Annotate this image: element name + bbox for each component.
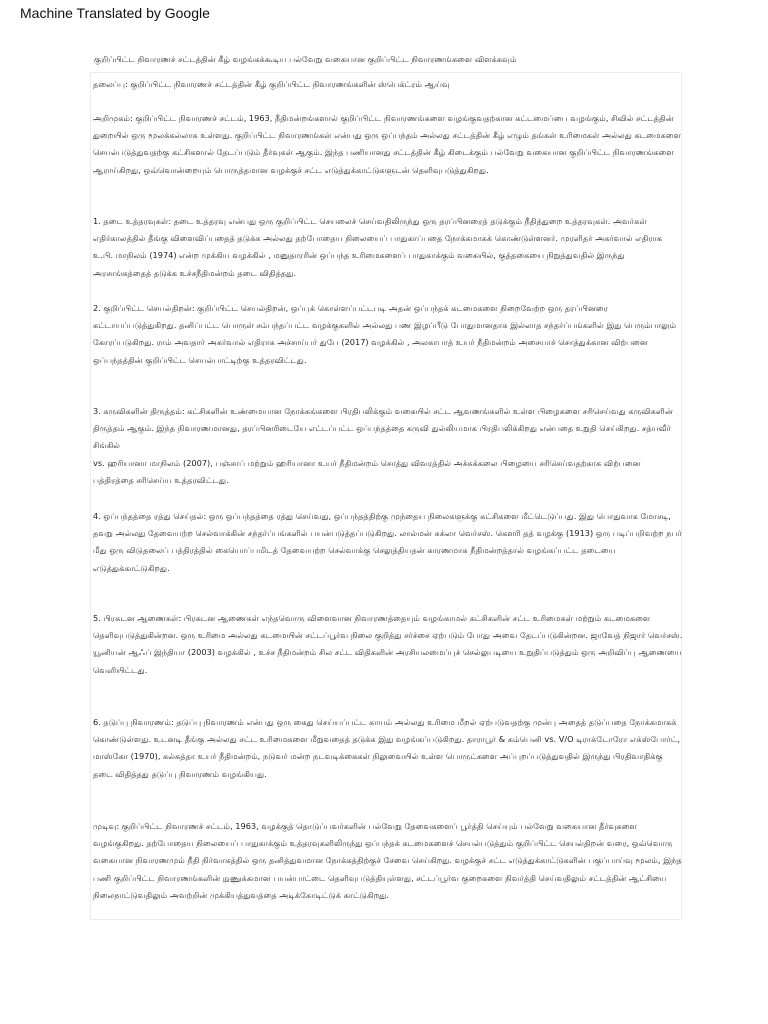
conclusion-paragraph: [93, 818, 683, 904]
conclusion-text: முடிவு: குறிப்பிட்ட நிவாரணச் சட்டம், 1963, வழக்குத் தொடுப்பவர்களின் பல்வேறு தேவைகளைப் பூர்த்தி செய்யும் பல்வேறு வகையான தீர்வுகளை வழங்குகிறது. தற்போதைய நிலையைப் பாதுகாக்கும் உத்தரவுகளிலிருந்து ஒப்பந்தக் கடமைகளைச் செயல்படுத்தும் குறிப்பிட்ட செயல்திறன் வரை, ஒவ்வொரு வகையான நிவாரணமும் நீதி நிர்வாகத்தில் ஒரு தனித்துவமான நோக்கத்திற்குச் சேவை செய்கிறது. வழக்குச் சட்ட எடுத்துக்காட்டுகளின் பகுப்பாய்வு மூலம், இந்த பணி குறிப்பிட்ட நிவாரணங்களின் நுணுக்கமான பயன்பாட்டை தெளிவுபடுத்தியுள்ளது, சட்டப்பூர்வ குறைகளை நிவர்த்தி செய்வதிலும் சட்டத்தின் ஆட்சியை நிலைநாட்டுவதிலும் அவற்றின் முக்கியத்துவத்தை அடிக்கோடிட்டுக் காட்டுகிறது.: [93, 821, 682, 900]
essay-heading: [93, 76, 683, 93]
introduction-text: அறிமுகம்: குறிப்பிட்ட நிவாரணச் சட்டம், 1963, நீதிமன்றங்களால் குறிப்பிட்ட நிவாரணங்களை வழங்குவதற்கான கட்டமைப்பை வழங்கும், சிவில் சட்டத்தின் துறையில் ஒரு மூலக்கல்லாக உள்ளது. குறிப்பிட்ட நிவாரணங்கள் என்பது ஒரு ஒப்பந்தம் அல்லது சட்டத்தின் கீழ் எழும் தங்கள் உரிமைகள் அல்லது கடமைகளை செயல்படுத்துவதற்கு கட்சிகளால் தேடப்படும் தீர்வுகள் ஆகும். இந்த பணியானது சட்டத்தின் கீழ் கிடைக்கும் பல்வேறு வகையான குறிப்பிட்ட நிவாரணங்களை ஆராய்கிறது, ஒவ்வொன்றையும் பொருத்தமான வழக்குச் சட்ட எடுத்துக்காட்டுகளுடன் தெளிவுபடுத்துகிறது.: [93, 113, 682, 175]
section-3-continuation: vs. ஹரியானா மாநிலம் (2007), பஞ்சாப் மற்றும் ஹரியானா உயர் நீதிமன்றம் சொத்து விவரத்தில் அச்சுக்கலை பிழையை சரிசெய்வதற்காக விற்பனை பத்திரத்தை சரிசெய்ய உத்தரவிட்டது.: [93, 457, 641, 485]
heading-text: தலைப்பு: குறிப்பிட்ட நிவாரணச் சட்டத்தின் கீழ் குறிப்பிட்ட நிவாரணங்களின் ஸ்பெக்ட்ரம் ஆய்வு: [93, 79, 450, 89]
section-4-text: 4. ஒப்பந்தத்தை ரத்து செய்தல்: ஒரு ஒப்பந்தத்தை ரத்து செய்வது, ஒப்பந்தத்திற்கு முந்தைய நிலைகளுக்கு கட்சிகளை மீட்டெடுப்பது. இது பொதுவாக மோசடி, தவறு அல்லது தேவையற்ற செல்வாக்கின் சந்தர்ப்பங்களில் பயன்படுத்தப்படுகிறது. லால்மன் சுக்லா வெர்சஸ். கௌரி தத் வழக்கு (1913) ஒரு படிப்பறிவற்ற நபர் மீது ஒரு விடுதலைப் பத்திரத்தில் கையொப்பமிடத் தேவையற்ற செல்வாக்கு செலுத்தியதன் காரணமாக நீதிமன்றத்தால் வழங்கப்பட்ட தடையை எடுத்துக்காட்டுகிறது.: [93, 511, 682, 573]
introduction-paragraph: [93, 110, 683, 179]
section-5-text: 5. பிரகடன ஆணைகள்: பிரகடன ஆணைகள் எந்தவொரு விளைவான நிவாரணத்தையும் வழங்காமல் கட்சிகளின் சட்ட உரிமைகள் மற்றும் கடமைகளை தெளிவுபடுத்துகின்றன. ஒரு உரிமை அல்லது கடமையின் சட்டப்பூர்வ நிலை குறித்து சர்ச்சை ஏற்படும் போது அவை தேடப்படுகின்றன. ஜாவேத் நிஜார் வெர்சஸ். யூனியன் ஆஃப் இந்தியா (2003) வழக்கில் , உச்ச நீதிமன்றம் சில சட்ட விதிகளின் அரசியலமைப்புச் செல்லுபடியை உறுதிப்படுத்தும் ஒரு அறிவிப்பு ஆணையை வெளியிட்டது.: [93, 613, 683, 675]
section-1-text: 1. தடை உத்தரவுகள்: தடை உத்தரவு என்பது ஒரு குறிப்பிட்ட செயலைச் செய்வதிலிருந்து ஒரு தரப்பினரைத் தடுக்கும் நீதித்துறை உத்தரவுகள். அவர்கள் எதிர்காலத்தில் தீங்கு விளைவிப்பதைத் தடுக்க அல்லது தற்போதைய நிலையைப் பாதுகாப்பதை நோக்கமாகக் கொண்டுள்ளனர். முரளிதர் அகர்வால் எதிராக உ.பி. மாநிலம் (1974) என்ற முக்கிய வழக்கில் , மனுதாரரின் ஒப்பந்த உரிமைகளைப் பாதுகாக்கும் வகையில், குத்தகையை நிறுத்துவதில் இருந்து அரசாங்கத்தைத் தடுக்க உச்சநீதிமன்றம் தடை விதித்தது.: [93, 216, 663, 278]
section-specific-performance: [93, 300, 683, 369]
section-declaratory-decrees: [93, 610, 683, 679]
section-preventive-relief: [93, 714, 683, 783]
section-2-text: 2. குறிப்பிட்ட செயல்திறன்: குறிப்பிட்ட செயல்திறன், ஒப்புக் கொள்ளப்பட்டபடி அதன் ஒப்பந்தக் கடமைகளை நிறைவேற்ற ஒரு தரப்பினரை கட்டாயப்படுத்துகிறது. தனிப்பட்ட பொருள் சம்பந்தப்பட்ட வழக்குகளில் அல்லது பண இழப்பீடு போதுமானதாக இல்லாத சந்தர்ப்பங்களில் இது பெரும்பாலும் கோரப்படுகிறது. ராம் அவதார் அகர்வால் எதிராக அச்சாய்பர் துபே (2017) வழக்கில் , அலகாபாத் உயர் நீதிமன்றம் அசையாச் சொத்துக்கான விற்பனை ஒப்பந்தத்தின் குறிப்பிட்ட செயல்பாட்டிற்கு உத்தரவிட்டது.: [93, 303, 677, 365]
section-6-text: 6. தடுப்பு நிவாரணம்: தடுப்பு நிவாரணம் என்பது ஒரு கைது செய்யப்பட்ட காயம் அல்லது உரிமை மீறல் ஏற்படுவதற்கு முன்பு அதைத் தடுப்பதை நோக்கமாகக் கொண்டுள்ளது. உடனடி தீங்கு அல்லது சட்ட உரிமைகளை மீறுவதைத் தடுக்க இது வழங்கப்படுகிறது. தாராபூர் & கம்பெனி vs. V/O டிராக்டோரோ எக்ஸ்போர்ட், மாஸ்கோ (1970), கல்கத்தா உயர் நீதிமன்றம், நடுவர் மன்ற நடவடிக்கைகள் நிலுவையில் உள்ள பொருட்களை அப்புறப்படுத்துவதில் இருந்து பிரதிவாதிக்கு தடை விதித்தது தடுப்பு நிவாரணம் வழங்கியது.: [93, 717, 680, 779]
section-injunctions: [93, 213, 683, 282]
section-rectification: [93, 403, 683, 489]
section-3-text: 3. கருவிகளின் திருத்தம்: கட்சிகளின் உண்மையான நோக்கங்களை பிரதிபலிக்கும் வகையில் சட்ட ஆவணங்களில் உள்ள பிழைகளை சரிசெய்வது கருவிகளின் திருத்தம் ஆகும். இந்த நிவாரணமானது, தரப்பினரிடையே எட்டப்பட்ட ஒப்பந்தத்தை கருவி துல்லியமாக பிரதிபலிக்கிறது என்பதை உறுதி செய்கிறது. சத்யவீர் சிங்கில்: [93, 406, 673, 451]
machine-translation-banner: Machine Translated by Google: [20, 5, 210, 21]
content-frame: [90, 72, 682, 920]
section-rescission: [93, 508, 683, 577]
document-title: குறிப்பிட்ட நிவாரணச் சட்டத்தின் கீழ் வழங்கக்கூடிய பல்வேறு வகையான குறிப்பிட்ட நிவாரணங்களை விளக்கவும்: [94, 54, 517, 64]
